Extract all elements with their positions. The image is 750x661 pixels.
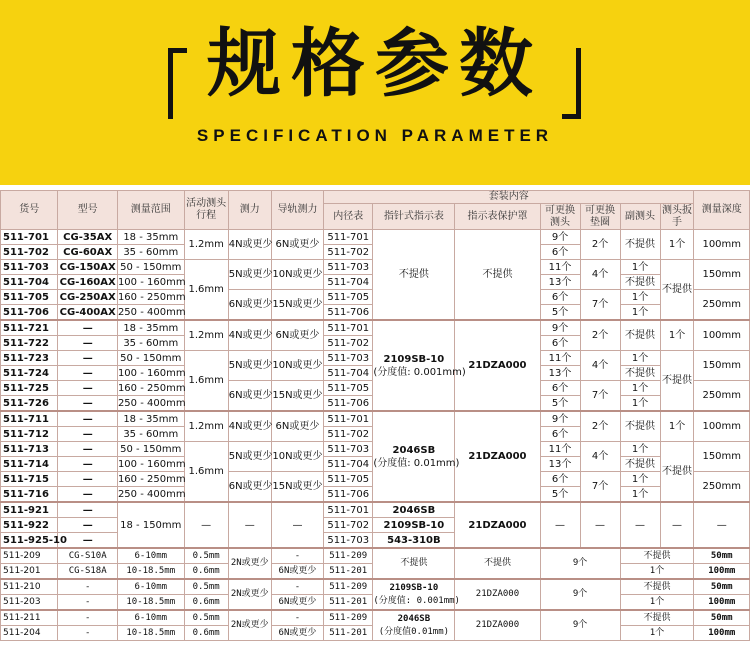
cell-range: 250 - 400mm bbox=[117, 396, 184, 412]
cell-model: CG-160AX bbox=[59, 276, 116, 288]
cell-bore: 511-705 bbox=[324, 472, 373, 487]
spec-table bbox=[0, 190, 750, 641]
header-model: 型号 bbox=[58, 191, 118, 230]
cell-model: — bbox=[58, 396, 118, 412]
cell-model: — bbox=[58, 487, 118, 503]
cell-force: 5N或更少 bbox=[228, 260, 271, 290]
cell-code: 511-721 bbox=[1, 320, 58, 336]
cell-range: 18 - 35mm bbox=[117, 411, 184, 427]
cell-stroke: 1.2mm bbox=[184, 320, 228, 351]
header-wrench: 测头扳手 bbox=[662, 204, 693, 228]
cell-aux: 不提供 bbox=[620, 366, 660, 381]
cell-exch-head: 11个 bbox=[540, 260, 580, 275]
header-range: 测量范围 bbox=[117, 191, 184, 230]
cell-aux: 1个 bbox=[620, 472, 660, 487]
cell-depth: 150mm bbox=[694, 351, 750, 381]
cell-code: 511-714 bbox=[1, 457, 58, 472]
cell-range: 10-18.5mm bbox=[117, 595, 184, 611]
cell-exch-head: 6个 bbox=[540, 336, 580, 351]
cell-model: - bbox=[58, 610, 118, 626]
cell-bore: 511-201 bbox=[324, 626, 373, 641]
cell-aux: 不提供 bbox=[620, 548, 694, 564]
banner bbox=[0, 0, 750, 185]
cell-aux: 1个 bbox=[620, 290, 660, 305]
cell-bore: 511-705 bbox=[324, 381, 373, 396]
cell-dial: 2109SB-10 bbox=[373, 518, 455, 533]
table-row bbox=[1, 548, 750, 564]
cell-range: 50 - 150mm bbox=[117, 442, 184, 457]
cell-wrench: 1个 bbox=[660, 230, 694, 260]
cell-model: — bbox=[58, 472, 118, 487]
cell-code: 511-726 bbox=[1, 396, 58, 412]
cell-code: 511-705 bbox=[1, 290, 58, 305]
cell-depth: 250mm bbox=[694, 381, 750, 412]
cell-exch-head: 9个 bbox=[540, 411, 580, 427]
table-row bbox=[1, 320, 750, 336]
cell-model: — bbox=[58, 320, 118, 336]
cell-code: 511-209 bbox=[1, 548, 58, 564]
cell-bore: 511-703 bbox=[324, 533, 373, 549]
cell-range: 50 - 150mm bbox=[117, 260, 184, 275]
cell-dial-main: 2109SB-10 bbox=[389, 582, 439, 593]
cell-dial bbox=[373, 320, 466, 411]
cell-rail: 10N或更少 bbox=[271, 442, 323, 472]
header-kit: 套装内容 bbox=[324, 191, 694, 204]
cell-model: - bbox=[58, 595, 118, 611]
cell-model: — bbox=[58, 336, 118, 351]
cell-code: 511-203 bbox=[1, 595, 58, 611]
cell-model: — bbox=[58, 533, 118, 549]
cell-stroke: 0.5mm bbox=[184, 610, 228, 626]
cell-aux: 不提供 bbox=[620, 579, 694, 595]
cell-model: — bbox=[58, 442, 118, 457]
cell-exch-head: 13个 bbox=[540, 457, 580, 472]
cell-model: CG-S10A bbox=[58, 548, 118, 564]
cell-dial bbox=[373, 610, 455, 641]
cell-aux: 1个 bbox=[620, 626, 694, 641]
cell-exch-head: 6个 bbox=[540, 381, 580, 396]
cell-exch-head: 9个 bbox=[540, 230, 580, 245]
cell-bore: 511-701 bbox=[324, 230, 373, 245]
cell-bore: 511-706 bbox=[324, 487, 373, 503]
cell-wrench: 1个 bbox=[660, 320, 694, 351]
cell-guard: 21DZA000 bbox=[455, 502, 540, 548]
cell-depth: 150mm bbox=[694, 260, 750, 290]
cell-aux: 不提供 bbox=[620, 457, 660, 472]
header-aux: 副测头 bbox=[620, 204, 660, 230]
cell-code: 511-722 bbox=[1, 336, 58, 351]
cell-aux: 1个 bbox=[620, 595, 694, 611]
cell-code: 511-711 bbox=[1, 411, 58, 427]
cell-model: - bbox=[58, 626, 118, 641]
cell-force: 6N或更少 bbox=[228, 290, 271, 321]
cell-model: — bbox=[58, 351, 118, 366]
cell-code: 511-921 bbox=[1, 502, 58, 518]
cell-code: 511-922 bbox=[1, 518, 58, 533]
cell-bore: 511-201 bbox=[324, 595, 373, 611]
cell-dial: 不提供 bbox=[373, 230, 455, 321]
cell-model: — bbox=[58, 366, 118, 381]
cell-rail: - bbox=[271, 548, 323, 564]
cell-range: 10-18.5mm bbox=[117, 626, 184, 641]
cell-model: — bbox=[58, 411, 118, 427]
cell-rail: — bbox=[271, 502, 323, 548]
cell-range: 160 - 250mm bbox=[117, 473, 186, 485]
cell-model: CG-150AX bbox=[59, 261, 116, 273]
cell-depth: 250mm bbox=[694, 472, 750, 503]
cell-range: 18 - 150mm bbox=[117, 502, 184, 548]
cell-rail: - bbox=[271, 579, 323, 595]
cell-exch-wash: 4个 bbox=[580, 442, 620, 472]
table-row bbox=[1, 502, 750, 518]
cell-depth: 100mm bbox=[694, 320, 750, 351]
cell-code: 511-204 bbox=[1, 626, 58, 641]
cell-exch-head: 6个 bbox=[540, 245, 580, 260]
cell-rail: 15N或更少 bbox=[271, 290, 323, 321]
cell-aux: 1个 bbox=[620, 381, 660, 396]
cell-bore: 511-701 bbox=[324, 502, 373, 518]
cell-depth: 100mm bbox=[694, 411, 750, 442]
cell-code: 511-201 bbox=[1, 564, 58, 580]
cell-force: 6N或更少 bbox=[228, 381, 271, 412]
cell-model: — bbox=[58, 427, 118, 442]
cell-code: 511-723 bbox=[1, 351, 58, 366]
cell-exch-head: 5个 bbox=[540, 396, 580, 412]
cell-depth: 100mm bbox=[694, 230, 750, 260]
cell-code: 511-716 bbox=[1, 487, 58, 503]
cell-aux: 1个 bbox=[620, 351, 660, 366]
cell-stroke: 1.2mm bbox=[184, 411, 228, 442]
cell-depth: — bbox=[694, 502, 750, 548]
cell-code: 511-713 bbox=[1, 442, 58, 457]
cell-exch-head: 9个 bbox=[540, 610, 620, 641]
cell-exch-head: 11个 bbox=[540, 442, 580, 457]
cell-model: CG-60AX bbox=[58, 245, 118, 260]
cell-aux: 1个 bbox=[620, 396, 660, 412]
cell-range: 50 - 150mm bbox=[117, 351, 184, 366]
cell-code: 511-701 bbox=[1, 230, 58, 245]
header-bore: 内径表 bbox=[324, 204, 373, 230]
header-exch-wash: 可更换垫圈 bbox=[580, 204, 620, 230]
cell-force: 5N或更少 bbox=[228, 351, 271, 381]
table-row bbox=[1, 411, 750, 427]
cell-bore: 511-209 bbox=[324, 548, 373, 564]
cell-code: 511-712 bbox=[1, 427, 58, 442]
cell-bore: 511-706 bbox=[324, 305, 373, 321]
cell-range: 18 - 35mm bbox=[117, 320, 184, 336]
banner-title: 规格参数 bbox=[207, 21, 543, 107]
cell-exch-wash: 4个 bbox=[580, 351, 620, 381]
cell-dial: 2046SB bbox=[373, 502, 455, 518]
cell-aux: 1个 bbox=[620, 260, 660, 275]
cell-depth: 50mm bbox=[694, 610, 750, 626]
cell-exch-head: 6个 bbox=[540, 472, 580, 487]
cell-code: 511-211 bbox=[1, 610, 58, 626]
cell-bore: 511-703 bbox=[324, 260, 373, 275]
cell-rail: - bbox=[271, 610, 323, 626]
cell-rail: 6N或更少 bbox=[271, 564, 323, 580]
cell-rail: 6N或更少 bbox=[271, 595, 323, 611]
cell-exch-head: 11个 bbox=[540, 351, 580, 366]
cell-wrench: — bbox=[660, 502, 694, 548]
cell-bore: 511-704 bbox=[324, 366, 373, 381]
cell-rail: 10N或更少 bbox=[271, 260, 323, 290]
cell-exch-head: 9个 bbox=[540, 548, 620, 579]
cell-exch-head: 6个 bbox=[540, 290, 580, 305]
cell-bore: 511-702 bbox=[324, 245, 373, 260]
cell-guard: 不提供 bbox=[455, 230, 540, 321]
cell-stroke: 1.6mm bbox=[184, 351, 228, 412]
cell-aux: — bbox=[620, 502, 660, 548]
cell-dial-main: 2109SB-10 bbox=[383, 353, 445, 365]
cell-dial-note: (分度值: 0.001mm) bbox=[373, 366, 466, 378]
cell-stroke: 0.6mm bbox=[184, 564, 228, 580]
cell-rail: 10N或更少 bbox=[271, 351, 323, 381]
cell-stroke: 0.5mm bbox=[184, 579, 228, 595]
cell-range: 100 - 160mm bbox=[117, 458, 186, 470]
cell-range: 35 - 60mm bbox=[117, 245, 184, 260]
cell-force: 4N或更少 bbox=[228, 320, 271, 351]
cell-aux: 不提供 bbox=[620, 320, 660, 351]
cell-aux: 不提供 bbox=[620, 610, 694, 626]
cell-exch-head: 6个 bbox=[540, 427, 580, 442]
cell-force: 6N或更少 bbox=[228, 472, 271, 503]
header-rail: 导轨测力 bbox=[271, 191, 323, 230]
cell-model: CG-400AX bbox=[58, 305, 118, 321]
cell-bore: 511-702 bbox=[324, 336, 373, 351]
cell-code: 511-706 bbox=[1, 305, 58, 321]
banner-subtitle: SPECIFICATION PARAMETER bbox=[196, 126, 554, 145]
cell-depth: 100mm bbox=[694, 564, 750, 580]
cell-range: 6-10mm bbox=[117, 579, 184, 595]
cell-depth: 100mm bbox=[694, 626, 750, 641]
cell-model: - bbox=[58, 579, 118, 595]
cell-bore: 511-209 bbox=[324, 579, 373, 595]
header-force: 测力 bbox=[228, 191, 271, 230]
cell-exch-wash: 7个 bbox=[580, 290, 620, 321]
cell-force: 2N或更少 bbox=[228, 579, 271, 610]
cell-stroke: 1.6mm bbox=[184, 442, 228, 503]
header-goods: 货号 bbox=[1, 191, 58, 230]
cell-force: — bbox=[228, 502, 271, 548]
cell-force: 2N或更少 bbox=[228, 610, 271, 641]
cell-code: 511-702 bbox=[1, 245, 58, 260]
cell-model: — bbox=[58, 518, 118, 533]
cell-rail: 6N或更少 bbox=[271, 411, 323, 442]
cell-model: — bbox=[58, 381, 118, 396]
cell-range: 6-10mm bbox=[117, 610, 184, 626]
cell-dial-note: (分度值: 0.01mm) bbox=[373, 457, 460, 469]
cell-model: — bbox=[58, 502, 118, 518]
cell-rail: 15N或更少 bbox=[271, 472, 323, 503]
cell-depth: 50mm bbox=[694, 548, 750, 564]
cell-guard: 21DZA000 bbox=[455, 320, 540, 411]
header-exch-head: 可更换测头 bbox=[540, 204, 580, 230]
cell-wrench: 1个 bbox=[660, 411, 694, 442]
table-row bbox=[1, 230, 750, 245]
cell-depth: 50mm bbox=[694, 579, 750, 595]
cell-exch-wash: 2个 bbox=[580, 320, 620, 351]
cell-code: 511-715 bbox=[1, 472, 58, 487]
cell-exch-wash: 7个 bbox=[580, 472, 620, 503]
cell-depth: 100mm bbox=[694, 595, 750, 611]
cell-dial: 543-310B bbox=[373, 533, 455, 549]
cell-range: 35 - 60mm bbox=[117, 336, 184, 351]
cell-model: — bbox=[58, 457, 118, 472]
header-stroke: 活动测头行程 bbox=[184, 191, 228, 230]
cell-exch-wash: — bbox=[580, 502, 620, 548]
cell-exch-head: 9个 bbox=[540, 579, 620, 610]
cell-range: 100 - 160mm bbox=[117, 367, 186, 379]
cell-range: 35 - 60mm bbox=[117, 427, 184, 442]
cell-dial bbox=[373, 579, 460, 610]
cell-guard: 21DZA000 bbox=[455, 411, 540, 502]
table-row bbox=[1, 579, 750, 595]
cell-model: CG-S18A bbox=[58, 564, 118, 580]
cell-stroke: 1.6mm bbox=[184, 260, 228, 321]
cell-range: 18 - 35mm bbox=[117, 230, 184, 245]
cell-rail: 6N或更少 bbox=[271, 230, 323, 260]
cell-bore: 511-209 bbox=[324, 610, 373, 626]
cell-aux: 1个 bbox=[620, 442, 660, 457]
cell-aux: 1个 bbox=[620, 564, 694, 580]
cell-exch-head: 13个 bbox=[540, 366, 580, 381]
cell-exch-wash: 2个 bbox=[580, 230, 620, 260]
cell-bore: 511-704 bbox=[324, 457, 373, 472]
cell-rail: 15N或更少 bbox=[271, 381, 323, 412]
cell-stroke: 1.2mm bbox=[184, 230, 228, 260]
cell-aux: 不提供 bbox=[620, 411, 660, 442]
cell-range: 100 - 160mm bbox=[117, 276, 186, 288]
cell-range: 10-18.5mm bbox=[117, 564, 184, 580]
cell-dial bbox=[373, 411, 460, 502]
cell-stroke: 0.6mm bbox=[184, 595, 228, 611]
cell-code: 511-725 bbox=[1, 381, 58, 396]
cell-wrench: 不提供 bbox=[660, 260, 694, 321]
cell-model: CG-250AX bbox=[59, 291, 116, 303]
cell-code: 511-703 bbox=[1, 260, 58, 275]
cell-dial: 不提供 bbox=[373, 548, 455, 579]
cell-bore: 511-703 bbox=[324, 351, 373, 366]
cell-bore: 511-706 bbox=[324, 396, 373, 412]
cell-force: 5N或更少 bbox=[228, 442, 271, 472]
cell-code: 511-210 bbox=[1, 579, 58, 595]
cell-range: 160 - 250mm bbox=[117, 291, 186, 303]
cell-dial-note: (分度值: 0.001mm) bbox=[373, 595, 460, 606]
cell-bore: 511-703 bbox=[324, 442, 373, 457]
cell-bore: 511-702 bbox=[324, 427, 373, 442]
cell-bore: 511-201 bbox=[324, 564, 373, 580]
cell-bore: 511-702 bbox=[324, 518, 373, 533]
cell-range: 250 - 400mm bbox=[117, 487, 184, 503]
cell-stroke: — bbox=[184, 502, 228, 548]
cell-aux: 不提供 bbox=[620, 275, 660, 290]
cell-guard: 21DZA000 bbox=[455, 610, 540, 641]
cell-stroke: 0.5mm bbox=[184, 548, 228, 564]
cell-bore: 511-705 bbox=[324, 290, 373, 305]
cell-exch-head: 5个 bbox=[540, 305, 580, 321]
cell-aux: 不提供 bbox=[620, 230, 660, 260]
cell-exch-head: 13个 bbox=[540, 275, 580, 290]
cell-wrench: 不提供 bbox=[660, 351, 694, 412]
cell-code: 511-704 bbox=[1, 275, 58, 290]
cell-force: 2N或更少 bbox=[228, 548, 271, 579]
cell-exch-wash: 4个 bbox=[580, 260, 620, 290]
cell-range: 250 - 400mm bbox=[117, 305, 184, 321]
cell-code: 511-925-10 bbox=[1, 533, 58, 549]
cell-exch-head: 9个 bbox=[540, 320, 580, 336]
header-guard: 指示表保护罩 bbox=[455, 204, 540, 230]
cell-dial-main: 2046SB bbox=[392, 444, 436, 456]
table-row bbox=[1, 610, 750, 626]
cell-dial-main: 2046SB bbox=[397, 613, 431, 624]
cell-guard: 21DZA000 bbox=[455, 579, 540, 610]
cell-rail: 6N或更少 bbox=[271, 320, 323, 351]
cell-depth: 250mm bbox=[694, 290, 750, 321]
cell-wrench: 不提供 bbox=[660, 442, 694, 503]
cell-stroke: 0.6mm bbox=[184, 626, 228, 641]
cell-exch-head: 5个 bbox=[540, 487, 580, 503]
cell-range: 160 - 250mm bbox=[117, 382, 186, 394]
cell-depth: 150mm bbox=[694, 442, 750, 472]
cell-bore: 511-701 bbox=[324, 320, 373, 336]
cell-aux: 1个 bbox=[620, 305, 660, 321]
cell-code: 511-724 bbox=[1, 366, 58, 381]
cell-rail: 6N或更少 bbox=[271, 626, 323, 641]
cell-guard: 不提供 bbox=[455, 548, 540, 579]
cell-bore: 511-704 bbox=[324, 275, 373, 290]
cell-force: 4N或更少 bbox=[228, 230, 271, 260]
cell-exch-wash: 7个 bbox=[580, 381, 620, 412]
cell-exch-head: — bbox=[540, 502, 580, 548]
header-dial: 指针式指示表 bbox=[373, 204, 455, 230]
cell-model: CG-35AX bbox=[58, 230, 118, 245]
header-depth: 测量深度 bbox=[694, 191, 750, 230]
cell-exch-wash: 2个 bbox=[580, 411, 620, 442]
cell-force: 4N或更少 bbox=[228, 411, 271, 442]
cell-range: 6-10mm bbox=[117, 548, 184, 564]
cell-bore: 511-701 bbox=[324, 411, 373, 427]
cell-dial-note: (分度值0.01mm) bbox=[378, 626, 450, 637]
cell-aux: 1个 bbox=[620, 487, 660, 503]
